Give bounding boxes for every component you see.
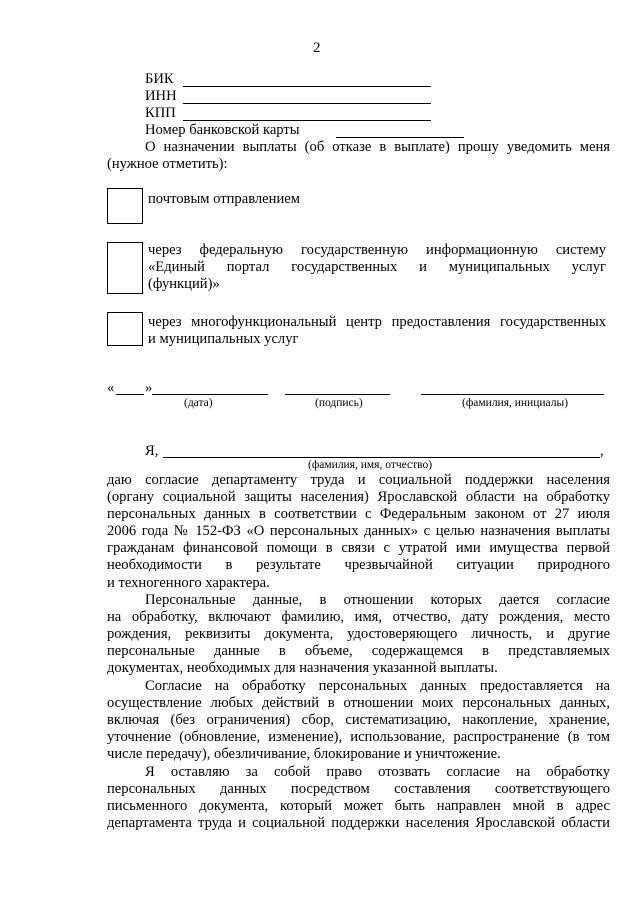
- kpp-label: КПП: [145, 105, 176, 121]
- page-number: 2: [313, 40, 321, 56]
- option-mail-checkbox[interactable]: [107, 188, 143, 224]
- full-name-field[interactable]: [163, 457, 600, 458]
- inn-label: ИНН: [145, 88, 177, 104]
- inn-field[interactable]: [183, 103, 431, 104]
- date-caption: (дата): [184, 397, 213, 409]
- name-caption: (фамилия, инициалы): [462, 397, 569, 409]
- date-month-field[interactable]: [152, 394, 268, 395]
- date-quote-close: »: [145, 380, 153, 396]
- full-name-caption: (фамилия, имя, отчество): [308, 459, 433, 471]
- signature-caption: (подпись): [315, 397, 363, 409]
- date-day-field[interactable]: [116, 394, 144, 395]
- date-quote-open: «: [107, 380, 115, 396]
- consent-suffix: ,: [600, 443, 604, 459]
- option-mail-label: почтовым отправлением: [148, 191, 300, 207]
- consent-paragraph-2: Персональные данные, в отношении которых дается согласие на обработку, включают фамилию, имя, отчество, дату рождения, место рождения, реквизиты документа, удостоверяющего личность, и другие персональные данные в объеме, содержащемся в представляемых документах, необходимых для назначения указанной выплаты.: [107, 592, 610, 677]
- signature-field[interactable]: [285, 394, 390, 395]
- option-mfc-label: через многофункциональный центр предоставления государственных и муниципальных услуг: [148, 314, 606, 348]
- bik-field[interactable]: [183, 86, 431, 87]
- consent-paragraph-1: даю согласие департаменту труда и социальной поддержки населения (органу социальной защиты населения) Ярославской области на обработку персональных данных в соответствии с Федеральным законом от 27 июля 2006 года № 152-ФЗ «О персональных данных» с целью назначения выплаты гражданам финансовой помощи в связи с утратой ими имущества первой необходимости в результате чрезвычайной ситуации природного и техногенного характера.: [107, 472, 610, 591]
- option-gosuslugi-label: через федеральную государственную информационную систему «Единый портал государственных и муниципальных услуг (функций)»: [148, 242, 606, 293]
- consent-prefix: Я,: [145, 443, 159, 459]
- name-initials-field[interactable]: [421, 394, 604, 395]
- consent-paragraph-4: Я оставляю за собой право отозвать согласие на обработку персональных данных посредством составления соответствующего письменного документа, который может быть направлен мной в адрес департамента труда и социальной поддержки населения Ярославской области: [107, 764, 610, 832]
- bik-label: БИК: [145, 71, 174, 87]
- option-mfc-checkbox[interactable]: [107, 312, 143, 346]
- card-label: Номер банковской карты: [145, 122, 300, 138]
- consent-paragraph-3: Согласие на обработку персональных данных предоставляется на осуществление любых действий в отношении моих персональных данных, включая (без ограничения) сбор, систематизацию, накопление, хранение, уточнение (обновление, изменение), использование, распространение (в том числе передачу), обезличивание, блокирование и уничтожение.: [107, 678, 610, 763]
- option-gosuslugi-checkbox[interactable]: [107, 242, 143, 294]
- kpp-field[interactable]: [183, 120, 431, 121]
- notify-text: О назначении выплаты (об отказе в выплате) прошу уведомить меня (нужное отметить):: [107, 139, 610, 173]
- card-number-field[interactable]: [336, 137, 464, 138]
